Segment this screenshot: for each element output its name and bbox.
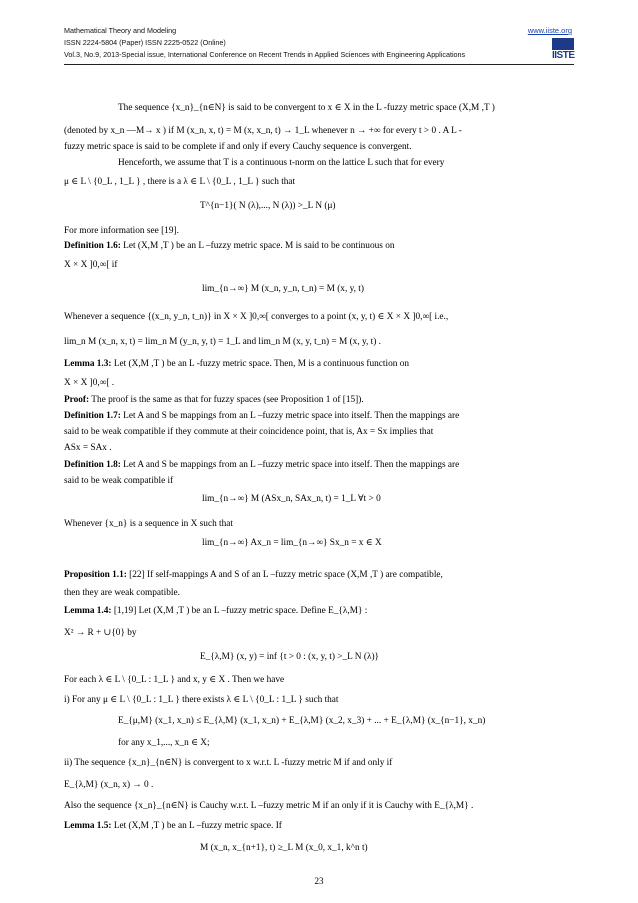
issn-line: ISSN 2224-5804 (Paper) ISSN 2225-0522 (Online): [64, 38, 226, 47]
text-line: (denoted by x_n —M→ x ) if M (x_n, x, t) = M (x, x_n, t) → 1_L whenever n → +∞ for every t > 0 . A L -: [64, 126, 462, 136]
text-line: Also the sequence {x_n}_{n∈N} is Cauchy w.r.t. L –fuzzy metric M if an only if it is Cauchy with E_{λ,M} .: [64, 801, 474, 811]
list-item-ii: ii) The sequence {x_n}_{n∈N} is convergent to x w.r.t. L -fuzzy metric M if and only if: [64, 758, 393, 768]
equation: lim_{n→∞} M (x_n, y_n, t_n) = M (x, y, t): [202, 284, 364, 294]
text-line: For each λ ∈ L \ {0_L : 1_L } and x, y ∈ X . Then we have: [64, 675, 285, 685]
text-line: X × X ]0,∞[ if: [64, 260, 118, 270]
text-line: X × X ]0,∞[ .: [64, 378, 115, 388]
text-line: Whenever a sequence {(x_n, y_n, t_n)} in X × X ]0,∞[ converges to a point (x, y, t) ∈ X × X ]0,∞[ i.e.,: [64, 312, 449, 322]
volume-line: Vol.3, No.9, 2013-Special issue, International Conference on Recent Trends in Applied Sciences with Engineering Applications: [64, 50, 466, 59]
logo-bar-icon: [552, 38, 574, 50]
text-line: The sequence {x_n}_{n∈N} is said to be convergent to x ∈ X in the L -fuzzy metric space (X,M ,T ): [118, 103, 495, 113]
header-divider: [64, 64, 574, 65]
lemma-1-3: Lemma 1.3: Let (X,M ,T ) be an L -fuzzy metric space. Then, M is a continuous function on: [64, 359, 410, 369]
definition-1-8: Definition 1.8: Let A and S be mappings from an L –fuzzy metric space into itself. Then the mappings are: [64, 460, 460, 470]
text-line: fuzzy metric space is said to be complete if and only if every Cauchy sequence is convergent.: [64, 142, 412, 152]
equation: lim_{n→∞} Ax_n = lim_{n→∞} Sx_n = x ∈ X: [202, 538, 382, 548]
equation: lim_{n→∞} M (ASx_n, SAx_n, t) = 1_L ∀t > 0: [202, 494, 381, 504]
text-line: X² → R + ∪{0} by: [64, 628, 137, 638]
definition-1-6: Definition 1.6: Let (X,M ,T ) be an L –fuzzy metric space. M is said to be continuous on: [64, 241, 395, 251]
proof-line: Proof: The proof is the same as that for fuzzy spaces (see Proposition 1 of [15]).: [64, 395, 364, 405]
text-line: E_{λ,M} (x_n, x) → 0 .: [64, 780, 154, 790]
text-line: ASx = SAx .: [64, 443, 112, 453]
text-line: said to be weak compatible if they commute at their coincidence point, that is, Ax = Sx implies that: [64, 427, 434, 437]
text-line: For more information see [19].: [64, 226, 179, 236]
proposition-1-1: Proposition 1.1: [22] If self-mappings A and S of an L –fuzzy metric space (X,M ,T ) are compatible,: [64, 570, 443, 580]
iiste-logo: [552, 38, 574, 62]
lemma-1-4: Lemma 1.4: [1,19] Let (X,M ,T ) be an L –fuzzy metric space. Define E_{λ,M} :: [64, 606, 368, 616]
equation: T^{n−1}( N (λ),..., N (λ)) >_L N (μ): [200, 201, 336, 211]
text-line: Henceforth, we assume that T is a continuous t-norm on the lattice L such that for every: [118, 158, 445, 168]
text-line: Whenever {x_n} is a sequence in X such that: [64, 519, 233, 529]
equation: E_{λ,M} (x, y) = inf {t > 0 : (x, y, t) >_L N (λ)}: [200, 652, 380, 662]
text-line: lim_n M (x_n, x, t) = lim_n M (y_n, y, t) = 1_L and lim_n M (x, y, t_n) = M (x, y, t) .: [64, 337, 381, 347]
journal-name: Mathematical Theory and Modeling: [64, 26, 177, 35]
text-line: said to be weak compatible if: [64, 476, 174, 486]
text-line: for any x_1,..., x_n ∈ X;: [118, 738, 210, 748]
equation: E_{μ,M} (x_1, x_n) ≤ E_{λ,M} (x_1, x_n) + E_{λ,M} (x_2, x_3) + ... + E_{λ,M} (x_{n−1}, x_n): [118, 716, 486, 726]
text-line: then they are weak compatible.: [64, 588, 180, 598]
journal-url-link[interactable]: www.iiste.org: [527, 26, 572, 35]
lemma-1-5: Lemma 1.5: Let (X,M ,T ) be an L –fuzzy metric space. If: [64, 821, 282, 831]
equation: M (x_n, x_{n+1}, t) ≥_L M (x_0, x_1, k^n t): [200, 843, 368, 853]
logo-text: IISTE: [552, 50, 575, 61]
list-item-i: i) For any μ ∈ L \ {0_L : 1_L } there exists λ ∈ L \ {0_L : 1_L } such that: [64, 695, 339, 705]
definition-1-7: Definition 1.7: Let A and S be mappings from an L –fuzzy metric space into itself. Then the mappings are: [64, 411, 460, 421]
text-line: μ ∈ L \ {0_L , 1_L } , there is a λ ∈ L \ {0_L , 1_L } such that: [64, 177, 296, 187]
page-number: 23: [314, 876, 324, 886]
